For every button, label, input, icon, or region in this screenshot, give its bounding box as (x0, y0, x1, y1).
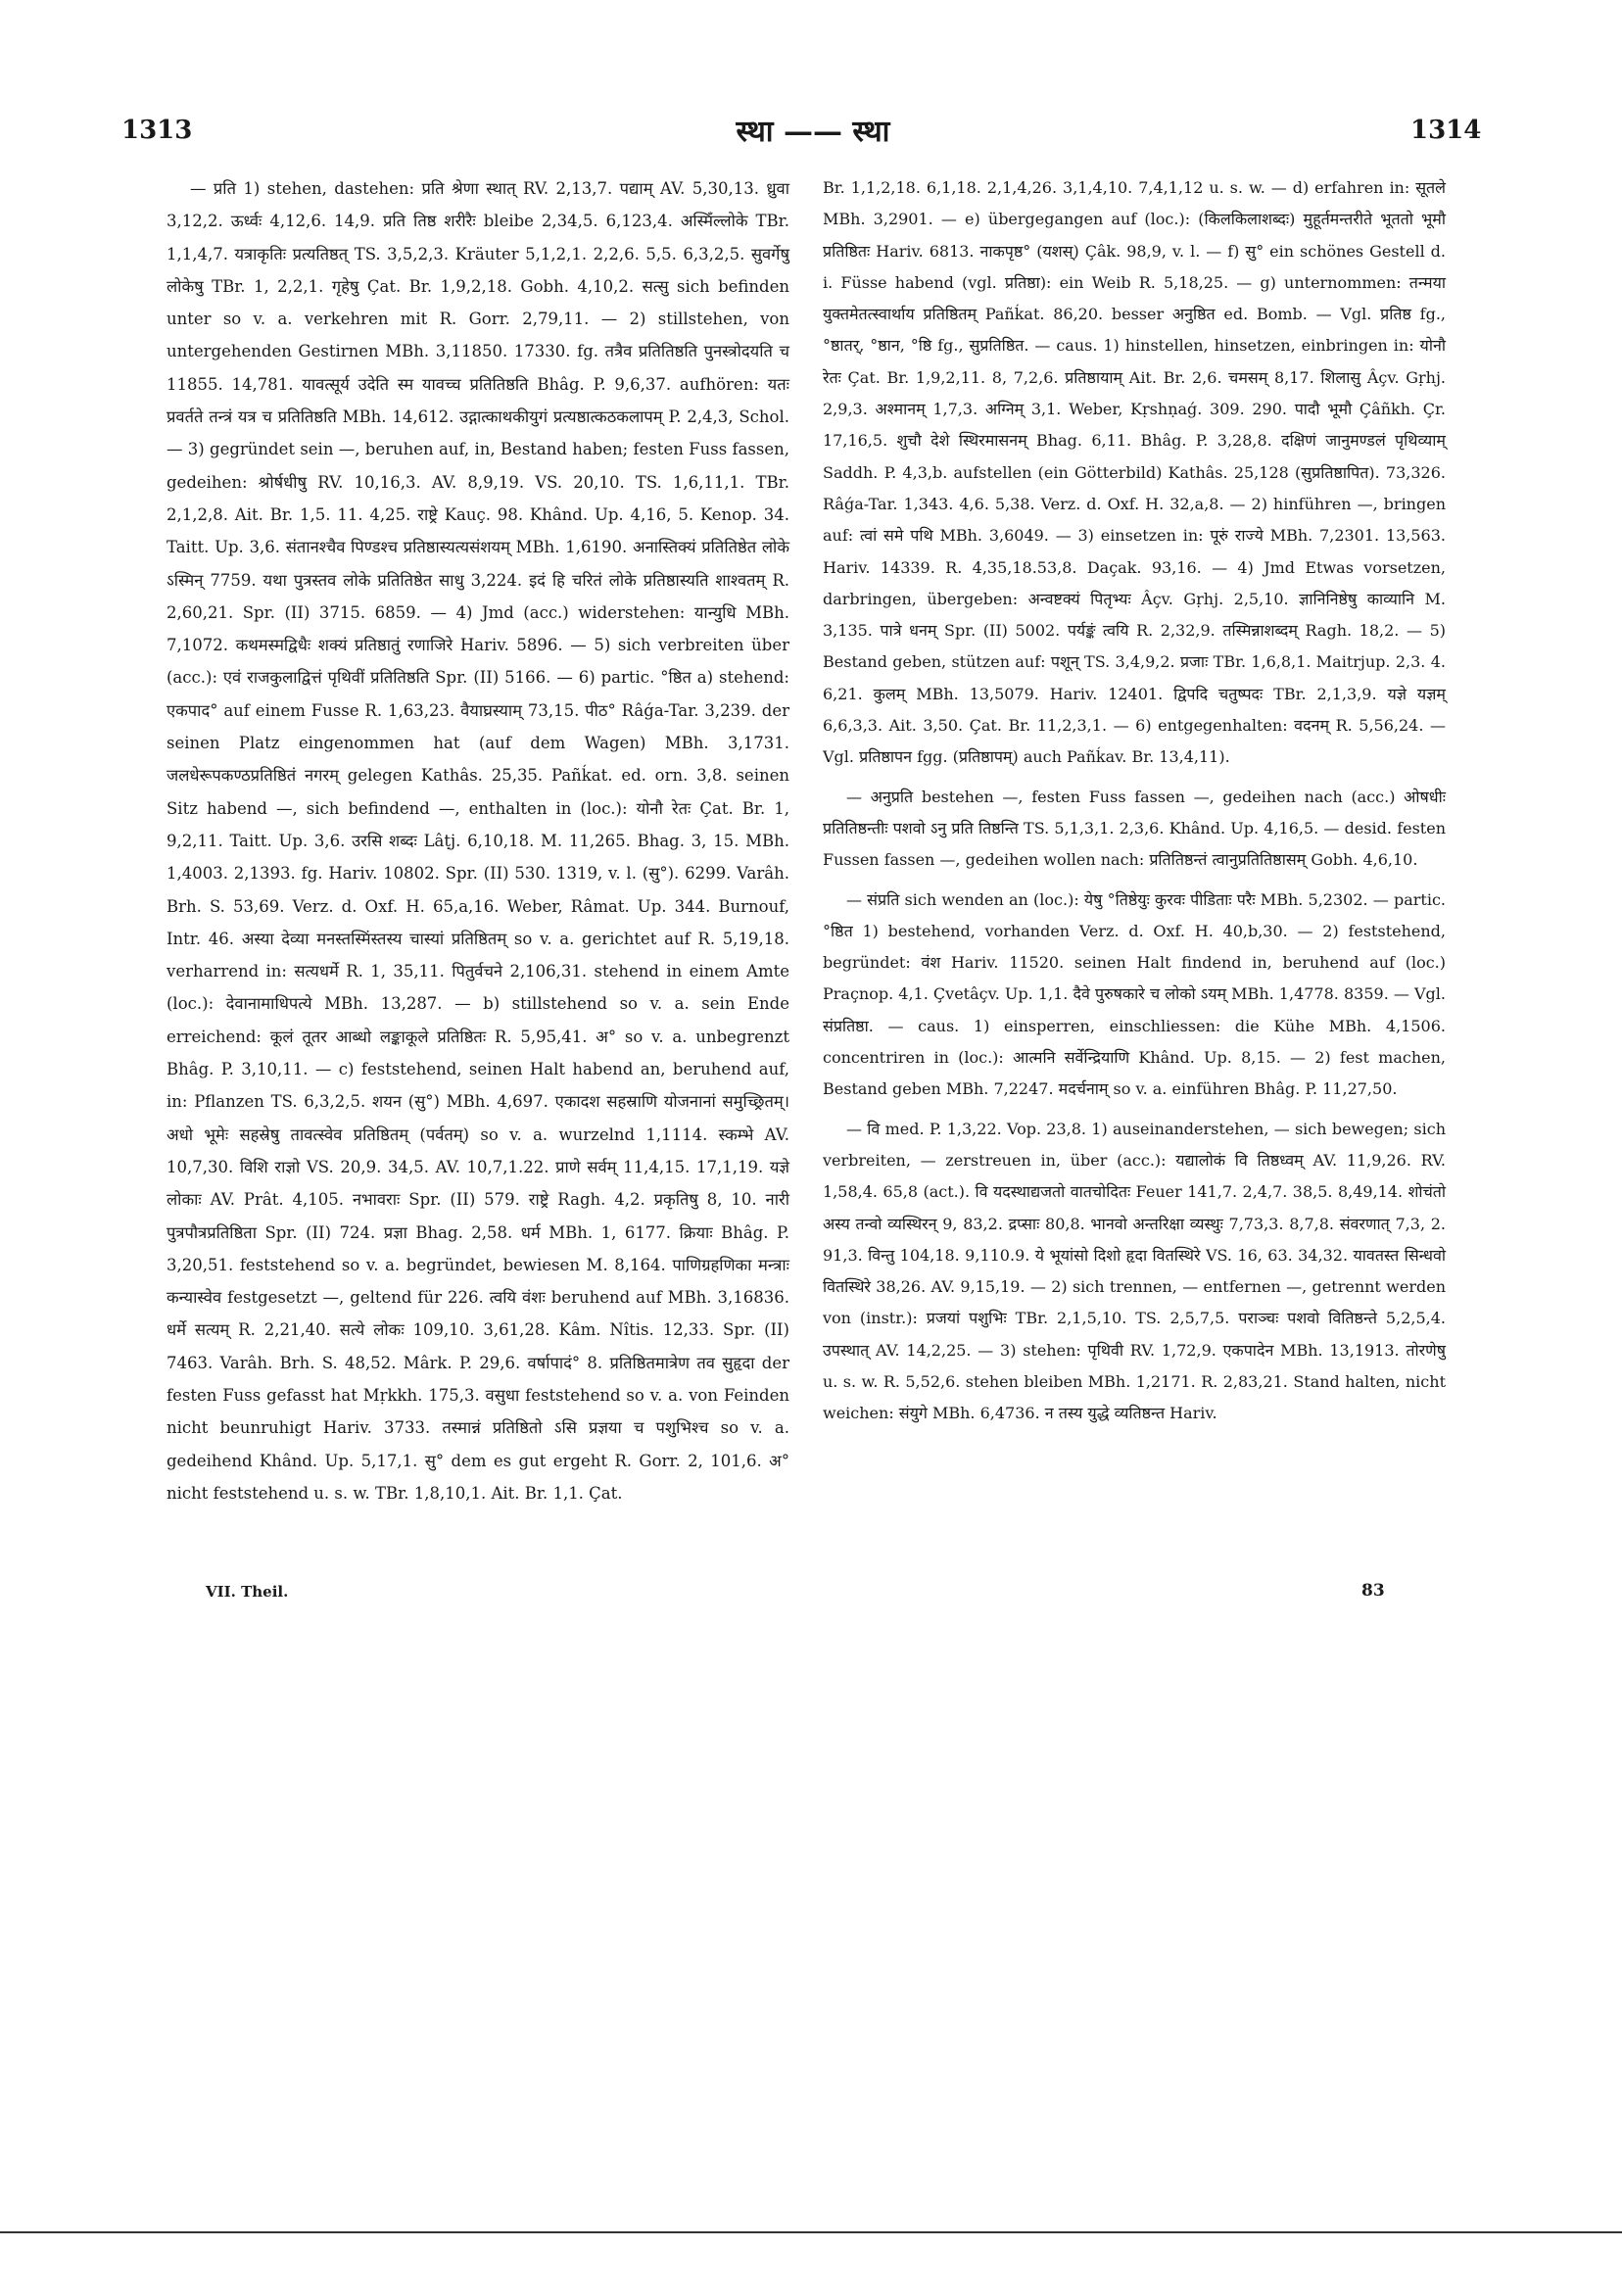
page-number-right: 1314 (1410, 116, 1482, 145)
entry-vi: — वि med. P. 1,3,22. Vop. 23,8. 1) auseinanderstehen, — sich bewegen; sich verbreiten, — zerstreuen in, über (acc.): यद्यालोकं वि तिष्ठध्वम् AV. 11,9,26. RV. 1,58,4. 65,8 (act.). वि यदस्थाद्यजतो वातचोदितः Feuer 141,7. 2,4,7. 38,5. 8,49,14. शोचंतो अस्य तन्वो व्यस्थिरन् 9, 83,2. द्रप्साः 80,8. भानवो अन्तरिक्षा व्यस्थुः 7,73,3. 8,7,8. संवरणात् 7,3, 2. 91,3. विन्तु 104,18. 9,110.9. ये भूयांसो दिशो हृदा वितस्थिरे VS. 16, 63. 34,32. यावतस्त सिन्धवो वितस्थिरे 38,26. AV. 9,15,19. — 2) sich trennen, — entfernen —, getrennt werden von (instr.): प्रजयां पशुभिः TBr. 2,1,5,10. TS. 2,5,7,5. पराञ्चः पशवो वितिष्ठन्ते 5,2,5,4. उपस्थात् AV. 14,2,25. — 3) stehen: पृथिवी RV. 1,72,9. एकपादेन MBh. 13,1913. तोरणेषु u. s. w. R. 5,52,6. stehen bleiben MBh. 1,2171. R. 2,83,21. Stand halten, nicht weichen: संयुगे MBh. 6,4736. न तस्य युद्धे व्यतिष्ठन्त Hariv. (823, 1119, 1446, 1423)
entry-prati: — प्रति 1) stehen, dastehen: प्रति श्रेणा स्थात् RV. 2,13,7. पद्याम् AV. 5,30,13. ध्रुवा 3,12,2. ऊर्ध्वः 4,12,6. 14,9. प्रति तिष्ठ शरीरैः bleibe 2,34,5. 6,123,4. अस्मिँल्लोके TBr. 1,1,4,7. यत्राकृतिः प्रत्यतिष्ठत् TS. 3,5,2,3. Kräuter 5,1,2,1. 2,2,6. 5,5. 6,3,2,5. सुवर्गेषु लोकेषु TBr. 1, 2,2,1. गृहेषु Çat. Br. 1,9,2,18. Gobh. 4,10,2. सत्सु sich befinden unter so v. a. verkehren mit R. Gorr. 2,79,11. — 2) stillstehen, von untergehenden Gestirnen MBh. 3,11850. 17330. fg. तत्रैव प्रतितिष्ठति पुनस्त्रोदयति च 11855. 14,781. यावत्सूर्य उदेति स्म यावच्च प्रतितिष्ठति Bhâg. P. 9,6,37. aufhören: यतः प्रवर्तते तन्त्रं यत्र च प्रतितिष्ठति MBh. 14,612. उद्गात्काथकीयुगं प्रत्यष्ठात्कठकलापम् P. 2,4,3, Schol. — 3) gegründet sein —, beruhen auf, in, Bestand haben; festen Fuss fassen, gedeihen: श्रोर्षधीषु RV. 10,16,3. AV. 8,9,19. VS. 20,10. TS. 1,6,11,1. TBr. 2,1,2,8. Ait. Br. 1,5. 11. 4,25. राष्ट्रे Kauç. 98. Khând. Up. 4,16, 5. Kenop. 34. Taitt. Up. 3,6. संतानश्चैव पिण्डश्च प्रतिष्ठास्यत्यसंशयम् MBh. 1,6190. अनास्तिक्यं प्रतितिष्ठेत लोके ऽस्मिन् 7759. यथा पुत्रस्तव लोके प्रतितिष्ठेत साधु 3,224. इदं हि चरितं लोके प्रतिष्ठास्यति शाश्वतम् R. 2,60,21. Spr. (II) 3715. 6859. — 4) Jmd (acc.) widerstehen: यान्युधि MBh. 7,1072. कथमस्मद्विधैः शक्यं प्रतिष्ठातुं रणाजिरे Hariv. 5896. — 5) sich verbreiten über (acc.): एवं राजकुलाद्वित्तं पृथिवीं प्रतितिष्ठति Spr. (II) 5166. — 6) partic. °ष्ठित a) stehend: एकपाद° auf einem Fusse R. 1,63,23. वैयाघ्रस्याम् 73,15. पीठ° Râǵa-Tar. 3,239. der seinen Platz eingenommen hat (auf dem Wagen) MBh. 3,1731. जलधेरूपकण्ठप्रतिष्ठितं नगरम् gelegen Kathâs. 25,35. Pañḱat. ed. orn. 3,8. seinen Sitz habend —, sich befindend —, enthalten in (loc.): योनौ रेतः Çat. Br. 1, 9,2,11. Taitt. Up. 3,6. उरसि शब्दः Lâṭj. 6,10,18. M. 11,265. Bhag. 3, 15. MBh. 1,4003. 2,1393. fg. Hariv. 10802. Spr. (II) 530. 1319, v. l. (सु°). 6299. Varâh. Brh. S. 53,69. Verz. d. Oxf. H. 65,a,16. Weber, Râmat. Up. 344. Burnouf, Intr. 46. अस्या देव्या मनस्तस्मिंस्तस्य चास्यां प्रतिष्ठितम् so v. a. gerichtet auf R. 5,19,18. verharrend in: सत्यधर्मे R. 1, 35,11. पितुर्वचने 2,106,31. stehend in einem Amte (loc.): देवानामाधिपत्ये MBh. 13,287. — b) stillstehend so v. a. sein Ende erreichend: कूलं तूतर आब्धो लङ्काकूले प्रतिष्ठितः R. 5,95,41. अ° so v. a. unbegrenzt Bhâg. P. 3,10,11. — c) feststehend, seinen Halt habend an, beruhend auf, in: Pflanzen TS. 6,3,2,5. शयन (सु°) MBh. 4,697. एकादश सहस्राणि योजनानां समुच्छ्रितम्। अधो भूमेः सहस्रेषु तावत्स्वेव प्रतिष्ठितम् (पर्वतम्) so v. a. wurzelnd 1,1114. स्कम्भे AV. 10,7,30. विशि राज्ञो VS. 20,9. 34,5. AV. 10,7,1.22. प्राणे सर्वम् 11,4,15. 17,1,19. यज्ञे लोकाः AV. Prât. 4,105. नभावराः Spr. (II) 579. राष्ट्रे Ragh. 4,2. प्रकृतिषु 8, 10. नारी पुत्रपौत्रप्रतिष्ठिता Spr. (II) 724. प्रज्ञा Bhag. 2,58. धर्म MBh. 1, 6177. क्रियाः Bhâg. P. 3,20,51. feststehend so v. a. begründet, bewiesen M. 8,164. पाणिग्रहणिका मन्त्राः कन्यास्वेव festgesetzt —, geltend für 226. त्वयि वंशः beruhend auf MBh. 3,16836. धर्मे सत्यम् R. 2,21,40. सत्ये लोकः 109,10. 3,61,28. Kâm. Nîtis. 12,33. Spr. (II) 7463. Varâh. Brh. S. 48,52. Mârk. P. 29,6. वर्षापादं° 8. प्रतिष्ठितमात्रेण तव सुहृदा der festen Fuss gefasst hat Mṛkkh. 175,3. वसुधा feststehend so v. a. von Feinden nicht beunruhigt Hariv. 3733. तस्मान्नं प्रतिष्ठितो ऽसि प्रज्ञया च पशुभिश्च so v. a. gedeihend Khând. Up. 5,17,1. सु° dem es gut ergeht R. Gorr. 2, 101,6. अ° nicht feststehend u. s. w. TBr. 1,8,10,1. Ait. Br. 1,1. Çat. (167, 179, 789, 1503)
volume-part: VII. Theil. (206, 1583, 289, 1601)
right-column (823, 172, 1446, 1438)
entry-anuprati: — अनुप्रति bestehen —, festen Fuss fassen —, gedeihen nach (acc.) ओषधीः प्रतितिष्ठन्तीः पशवो ऽनु प्रति तिष्ठन्ति TS. 5,1,3,1. 2,3,6. Khând. Up. 4,16,5. — desid. festen Fussen fassen —, gedeihen wollen nach: प्रतितिष्ठन्तं त्वानुप्रतितिष्ठासम् Gobh. 4,6,10. (823, 787, 1446, 870)
headword-running-head: स्था —— स्था (736, 115, 890, 149)
entry-prati-continued: Br. 1,1,2,18. 6,1,18. 2,1,4,26. 3,1,4,10. 7,4,1,12 u. s. w. — d) erfahren in: सूतले MBh. 3,2901. — e) übergegangen auf (loc.): (किलकिलाशब्दः) मुहूर्तमन्तरीते भूततो भूमौ प्रतिष्ठितः Hariv. 6813. नाकपृष्ठ° (यशस्) Çâk. 98,9, v. l. — f) सु° ein schönes Gestell d. i. Füsse habend (vgl. प्रतिष्ठा): ein Weib R. 5,18,25. — g) unternommen: तन्मया युक्तमेतत्स्वार्थाय प्रतिष्ठितम् Pañḱat. 86,20. besser अनुष्ठित ed. Bomb. — Vgl. प्रतिष्ठ fg., °ष्ठातर्, °ष्ठान, °ष्ठि fg., सुप्रतिष्ठित. — caus. 1) hinstellen, hinsetzen, einbringen in: योनौ रेतः Çat. Br. 1,9,2,11. 8, 7,2,6. प्रतिष्ठायाम् Ait. Br. 2,6. चमसम् 8,17. शिलासु Âçv. Gṛhj. 2,9,3. अश्मानम् 1,7,3. अग्निम् 3,1. Weber, Kṛshṇaǵ. 309. 290. पादौ भूमौ Çâñkh. Çr. 17,16,5. शुचौ देशे स्थिरमासनम् Bhag. 6,11. Bhâg. P. 3,28,8. दक्षिणं जानुमण्डलं पृथिव्याम् Saddh. P. 4,3,b. aufstellen (ein Götterbild) Kathâs. 25,128 (सुप्रतिष्ठापित). 73,326. Râǵa-Tar. 1,343. 4,6. 5,38. Verz. d. Oxf. H. 32,a,8. — 2) hinführen —, bringen auf: त्वां समे पथि MBh. 3,6049. — 3) einsetzen in: पूरुं राज्ये MBh. 7,2301. 13,563. Hariv. 14339. R. 4,35,18.53,8. Daçak. 93,16. — 4) Jmd Etwas vorsetzen, darbringen, übergeben: अन्वष्टक्यं पितृभ्यः Âçv. Gṛhj. 2,5,10. ज्ञानिनिष्ठेषु काव्यानि M. 3,135. पात्रे धनम् Spr. (II) 5002. पर्यङ्कं त्वयि R. 2,32,9. तस्मिन्नाशब्दम् Ragh. 18,2. — 5) Bestand geben, stützen auf: पशून् TS. 3,4,9,2. प्रजाः TBr. 1,6,8,1. Maitrjup. 2,3. 4. 6,21. कुलम् MBh. 13,5079. Hariv. 12401. द्विपदि चतुष्पदः TBr. 2,1,3,9. यज्ञे यज्ञम् 6,6,3,3. Ait. 3,50. Çat. Br. 11,2,3,1. — 6) entgegenhalten: वदनम् R. 5,56,24. — Vgl. प्रतिष्ठापन fgg. (प्रतिष्ठापम्) auch Pañḱav. Br. 13,4,11). (823, 178, 1446, 767)
page-edge-rule (0, 2231, 1622, 2233)
page-number-left: 1313 (121, 116, 193, 145)
left-column (167, 172, 789, 1517)
sheet-signature: 83 (1361, 1581, 1385, 1601)
entry-samprati: — संप्रति sich wenden an (loc.): येषु °तिष्ठेयुः कुरवः पीडिताः परैः MBh. 5,2302. — partic. °ष्ठित 1) bestehend, vorhanden Verz. d. Oxf. H. 40,b,30. — 2) feststehend, begründet: वंश Hariv. 11520. seinen Halt findend in, beruhend auf (loc.) Praçnop. 4,1. Çvetâçv. Up. 1,1. दैवे पुरुषकारे च लोको ऽयम् MBh. 1,4778. 8359. — Vgl. संप्रतिष्ठा. — caus. 1) einsperren, einschliessen: die Kühe MBh. 4,1506. concentriren in (loc.): आत्मनि सर्वेन्द्रियाणि Khând. Up. 8,15. — 2) fest machen, Bestand geben MBh. 7,2247. मदर्चनाम् so v. a. einführen Bhâg. P. 11,27,50. (823, 889, 1446, 1099)
